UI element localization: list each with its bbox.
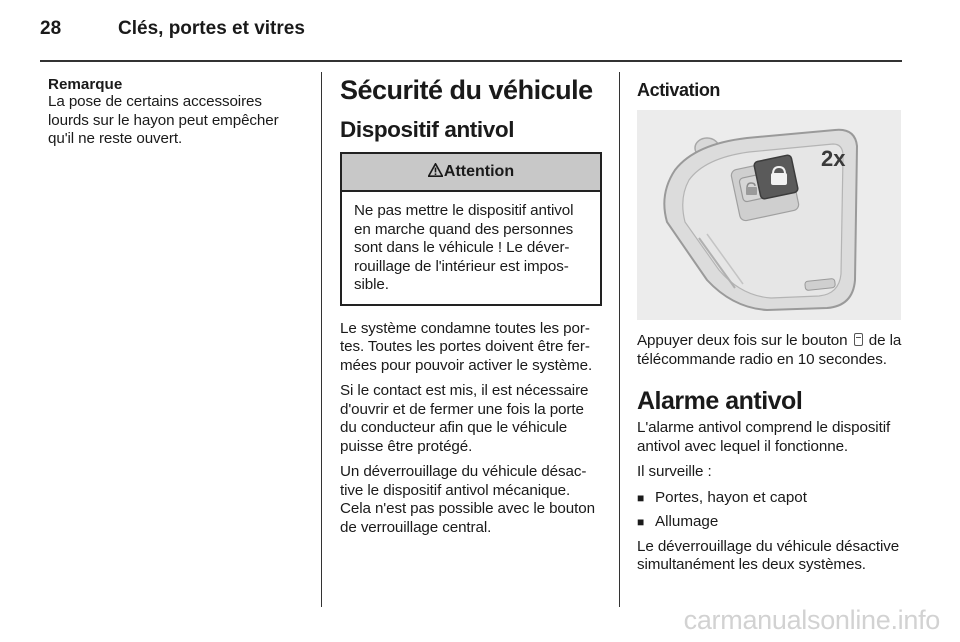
alarm-intro: L'alarme antivol comprend le dispositif antivol avec lequel il fonctionne.	[637, 419, 891, 455]
chapter-title: Clés, portes et vitres	[118, 18, 305, 39]
watermark: carmanualsonline.info	[683, 605, 940, 635]
subsection-title: Dispositif antivol	[340, 117, 515, 142]
list-item	[637, 513, 903, 532]
figure-label: 2x	[821, 146, 846, 171]
paragraph: Si le contact est mis, il est nécessaire d'ouvrir et de fermer une fois la porte du conducteur afin que le véhicule puisse être protégé.	[340, 382, 589, 455]
list-item	[637, 489, 903, 508]
page-number: 28	[40, 18, 62, 39]
alarm-title: Alarme antivol	[637, 387, 803, 415]
section-title: Sécurité du véhicule	[340, 75, 593, 105]
bullet-square-icon: ■	[637, 515, 645, 529]
column-divider-2	[619, 72, 620, 607]
remote-key-illustration	[637, 110, 901, 320]
header-divider	[40, 60, 902, 62]
remote-key-icon	[637, 110, 901, 320]
activation-text	[637, 332, 903, 369]
paragraph: Un déverrouillage du véhicule désactive le dispositif antivol mécanique. Cela n'est pas possible avec le bouton de verrouillage central.	[340, 463, 595, 536]
warning-box	[340, 152, 602, 306]
warning-title: Attention	[443, 163, 515, 180]
activation-text-after: de la télécommande radio en 10 secondes.	[637, 332, 902, 368]
activation-title: Activation	[637, 80, 721, 100]
page-header	[40, 18, 305, 46]
column-3	[637, 76, 903, 582]
column-2	[340, 76, 602, 544]
column-1	[48, 76, 304, 156]
monitors-label: Il surveille :	[637, 463, 712, 480]
note-text: La pose de certains accessoires lourds sur le hayon peut empêcher qu'il ne reste ouvert.	[48, 93, 279, 147]
column-divider-1	[321, 72, 322, 607]
activation-text-before: Appuyer deux fois sur le bouton	[637, 332, 848, 349]
warning-body	[342, 192, 600, 304]
list-item-text: Portes, hayon et capot	[655, 488, 807, 506]
warning-triangle-icon	[428, 163, 443, 181]
warning-text: Ne pas mettre le dispositif antivol en marche quand des personnes sont dans le véhicule ! Le déverrouillage de l'intérieur est impossible.	[354, 202, 574, 293]
list-item-text: Allumage	[655, 513, 719, 530]
note-title: Remarque	[48, 76, 123, 93]
alarm-outro: Le déverrouillage du véhicule désactive simultanément les deux systèmes.	[637, 537, 900, 573]
paragraph: Le système condamne toutes les portes. Toutes les portes doivent être fermées pour pouvoir activer le système.	[340, 319, 593, 374]
warning-header	[342, 154, 600, 192]
bullet-square-icon: ■	[637, 490, 645, 505]
lock-button-icon	[854, 333, 863, 346]
